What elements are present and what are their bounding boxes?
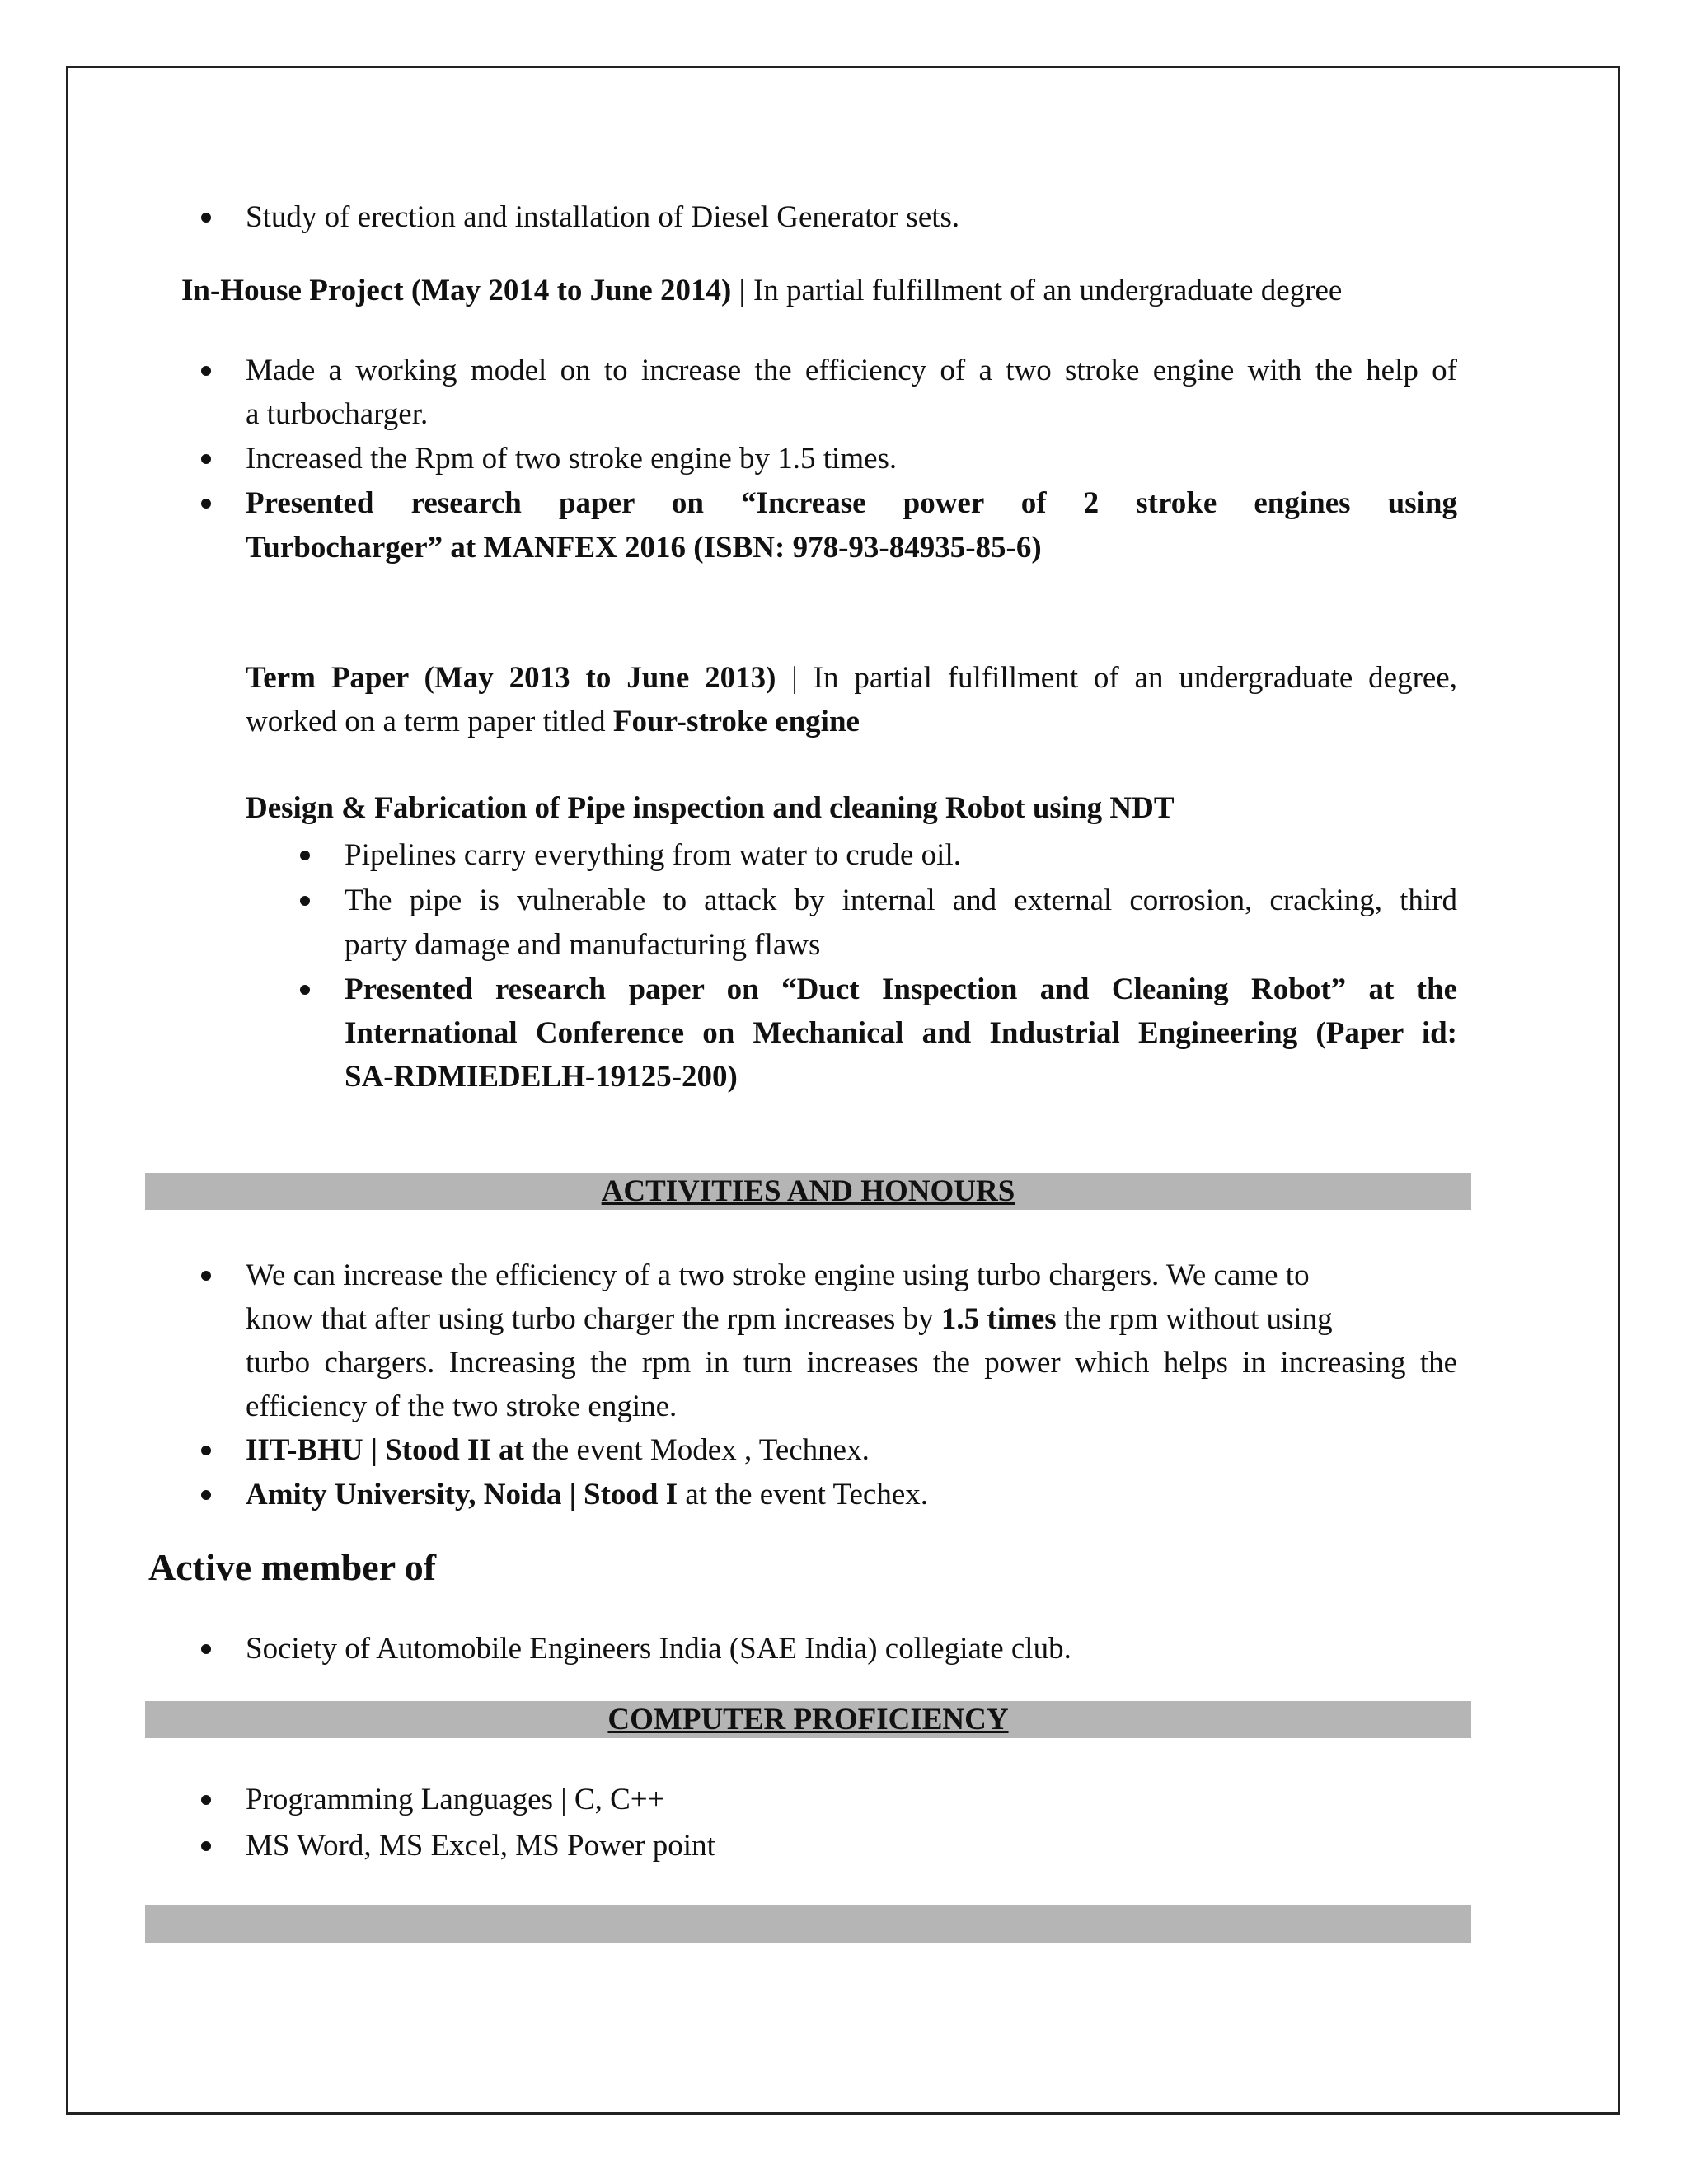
active-member-item: Society of Automobile Engineers India (SAE India) collegiate club. xyxy=(246,1632,1071,1666)
activities-bullet-3-bold: Amity University, Noida | Stood I xyxy=(246,1478,678,1511)
activities-bullet-1-line3: turbo chargers. Increasing the rpm in turn increases the power which helps in increasing the xyxy=(246,1346,1457,1380)
computer-item-2: MS Word, MS Excel, MS Power point xyxy=(246,1829,715,1863)
term-paper-topic: Four-stroke engine xyxy=(612,705,860,738)
bullet-dot xyxy=(201,1446,211,1455)
term-paper-title: Term Paper (May 2013 to June 2013) xyxy=(246,661,776,695)
inhouse-project-subtitle: In partial fulfillment of an undergraduate degree xyxy=(753,274,1343,307)
inhouse-project-title: In-House Project (May 2014 to June 2014) | xyxy=(181,274,746,307)
active-member-heading: Active member of xyxy=(148,1546,437,1588)
design-bullet-3-line1: Presented research paper on “Duct Inspection and Cleaning Robot” at the xyxy=(345,972,1457,1006)
bullet-dot xyxy=(201,454,211,464)
computer-header-bar xyxy=(145,1701,1471,1738)
bullet-dot xyxy=(201,1644,211,1654)
inhouse-bullet-1-line2: a turbocharger. xyxy=(246,397,429,431)
design-bullet-2-line1: The pipe is vulnerable to attack by internal and external corrosion, cracking, third xyxy=(345,883,1457,917)
bullet-dot xyxy=(300,985,310,995)
term-paper-line1 xyxy=(246,655,1457,701)
bullet-dot xyxy=(201,366,211,376)
bullet-dot xyxy=(300,896,310,906)
bullet-dot xyxy=(201,213,211,223)
bullet-dot xyxy=(201,499,211,509)
bullet-dot xyxy=(201,1490,211,1500)
design-bullet-3-line3: SA-RDMIEDELH-19125-200) xyxy=(345,1060,738,1094)
activities-bullet-1-line1: We can increase the efficiency of a two stroke engine using turbo chargers. We came to xyxy=(246,1258,1310,1292)
activities-header: ACTIVITIES AND HONOURS xyxy=(601,1174,1015,1208)
computer-item-1: Programming Languages | C, C++ xyxy=(246,1783,665,1816)
design-bullet-1: Pipelines carry everything from water to crude oil. xyxy=(345,838,961,872)
activities-line2-pre: know that after using turbo charger the rpm increases by xyxy=(246,1302,934,1336)
activities-bullet-3-rest: at the event Techex. xyxy=(685,1478,929,1511)
bullet-dot xyxy=(201,1795,211,1805)
activities-bullet-2 xyxy=(246,1427,870,1473)
activities-header-bar xyxy=(145,1173,1471,1210)
bullet-dot xyxy=(201,1271,211,1281)
inhouse-bullet-2: Increased the Rpm of two stroke engine by 1.5 times. xyxy=(246,442,898,476)
design-project-title: Design & Fabrication of Pipe inspection and cleaning Robot using NDT xyxy=(246,791,1175,825)
term-paper-description: | In partial fulfillment of an undergraduate degree, xyxy=(791,661,1457,695)
activities-bullet-2-bold: IIT-BHU | Stood II at xyxy=(246,1433,524,1467)
inhouse-bullet-1-line1: Made a working model on to increase the efficiency of a two stroke engine with the help of xyxy=(246,354,1457,387)
empty-section-bar xyxy=(145,1905,1471,1943)
activities-bullet-1-line4: efficiency of the two stroke engine. xyxy=(246,1390,678,1423)
design-bullet-2-line2: party damage and manufacturing flaws xyxy=(345,928,821,962)
activities-bullet-3 xyxy=(246,1472,928,1517)
inhouse-bullet-3-line1: Presented research paper on “Increase power of 2 stroke engines using xyxy=(246,486,1457,520)
term-paper-line2 xyxy=(246,699,860,744)
top-bullet-text: Study of erection and installation of Diesel Generator sets. xyxy=(246,200,960,234)
bullet-dot xyxy=(201,1841,211,1851)
computer-header: COMPUTER PROFICIENCY xyxy=(607,1703,1009,1736)
activities-bullet-2-rest: the event Modex , Technex. xyxy=(532,1433,870,1467)
activities-bullet-1-line2 xyxy=(246,1296,1333,1342)
inhouse-bullet-3-line2: Turbocharger” at MANFEX 2016 (ISBN: 978-93-84935-85-6) xyxy=(246,531,1042,565)
inhouse-project-heading xyxy=(181,268,1457,313)
bullet-dot xyxy=(300,851,310,860)
activities-line2-bold: 1.5 times xyxy=(940,1302,1057,1336)
activities-line2-post: the rpm without using xyxy=(1063,1302,1333,1336)
design-bullet-3-line2: International Conference on Mechanical and Industrial Engineering (Paper id: xyxy=(345,1016,1457,1050)
term-paper-line2-text: worked on a term paper titled xyxy=(246,705,606,738)
